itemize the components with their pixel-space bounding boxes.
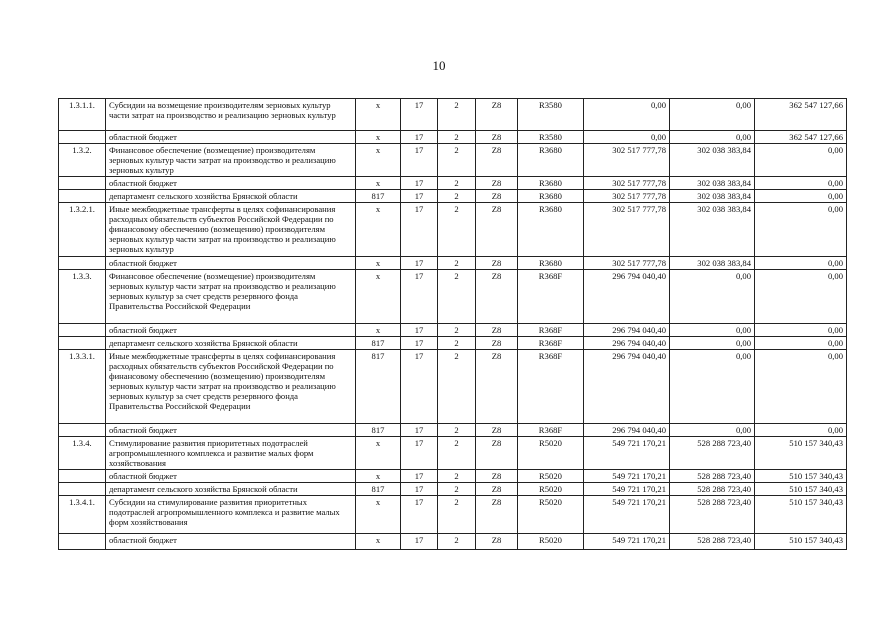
row-description: департамент сельского хозяйства Брянской области — [106, 190, 356, 203]
code-target: R5020 — [518, 470, 584, 483]
value-year-3: 0,00 — [755, 190, 847, 203]
row-number: 1.3.2. — [59, 144, 106, 177]
table-body — [59, 99, 847, 550]
code-program: Z8 — [476, 270, 518, 324]
value-year-3: 510 157 340,43 — [755, 470, 847, 483]
budget-table — [58, 98, 847, 550]
code-admin: х — [356, 203, 401, 257]
code-section: 17 — [401, 350, 438, 424]
row-number — [59, 131, 106, 144]
table-row — [59, 350, 847, 424]
row-number — [59, 337, 106, 350]
value-year-3: 0,00 — [755, 177, 847, 190]
table-row — [59, 144, 847, 177]
row-number — [59, 483, 106, 496]
code-section: 17 — [401, 324, 438, 337]
code-subsection: 2 — [438, 177, 476, 190]
table-row — [59, 270, 847, 324]
row-description: областной бюджет — [106, 131, 356, 144]
code-section: 17 — [401, 437, 438, 470]
row-number — [59, 424, 106, 437]
value-year-1: 296 794 040,40 — [584, 337, 670, 350]
code-subsection: 2 — [438, 437, 476, 470]
value-year-2: 528 288 723,40 — [670, 483, 755, 496]
row-number — [59, 177, 106, 190]
code-section: 17 — [401, 270, 438, 324]
value-year-2: 528 288 723,40 — [670, 470, 755, 483]
code-subsection: 2 — [438, 534, 476, 550]
code-target: R368F — [518, 350, 584, 424]
code-section: 17 — [401, 470, 438, 483]
code-admin: х — [356, 534, 401, 550]
code-admin: 817 — [356, 424, 401, 437]
value-year-2: 302 038 383,84 — [670, 257, 755, 270]
code-subsection: 2 — [438, 424, 476, 437]
code-subsection: 2 — [438, 131, 476, 144]
value-year-2: 302 038 383,84 — [670, 144, 755, 177]
code-section: 17 — [401, 337, 438, 350]
code-admin: 817 — [356, 483, 401, 496]
value-year-3: 0,00 — [755, 257, 847, 270]
value-year-3: 510 157 340,43 — [755, 534, 847, 550]
code-program: Z8 — [476, 144, 518, 177]
value-year-3: 362 547 127,66 — [755, 99, 847, 131]
code-subsection: 2 — [438, 144, 476, 177]
value-year-1: 296 794 040,40 — [584, 350, 670, 424]
value-year-2: 302 038 383,84 — [670, 190, 755, 203]
value-year-1: 549 721 170,21 — [584, 470, 670, 483]
row-description: областной бюджет — [106, 424, 356, 437]
row-description: Субсидии на стимулирование развития приоритетных подотраслей агропромышленного комплекса и развитие малых форм хозяйствования — [106, 496, 356, 534]
value-year-1: 296 794 040,40 — [584, 324, 670, 337]
table-row — [59, 190, 847, 203]
code-program: Z8 — [476, 470, 518, 483]
code-admin: х — [356, 131, 401, 144]
value-year-2: 0,00 — [670, 337, 755, 350]
row-description: Иные межбюджетные трансферты в целях софинансирования расходных обязательств субъектов Российской Федерации по финансовому обеспечению (возмещению) производителям зерновых культур части затрат на производство и реализацию зерновых культур за счет средств резервного фонда Правительства Российской Федерации — [106, 350, 356, 424]
value-year-2: 0,00 — [670, 424, 755, 437]
table-row — [59, 324, 847, 337]
code-target: R368F — [518, 270, 584, 324]
code-target: R5020 — [518, 534, 584, 550]
code-subsection: 2 — [438, 483, 476, 496]
code-target: R5020 — [518, 437, 584, 470]
code-section: 17 — [401, 177, 438, 190]
code-program: Z8 — [476, 99, 518, 131]
row-description: областной бюджет — [106, 470, 356, 483]
code-subsection: 2 — [438, 270, 476, 324]
value-year-1: 549 721 170,21 — [584, 483, 670, 496]
row-number — [59, 190, 106, 203]
value-year-2: 528 288 723,40 — [670, 437, 755, 470]
value-year-3: 0,00 — [755, 337, 847, 350]
code-admin: 817 — [356, 337, 401, 350]
code-admin: 817 — [356, 350, 401, 424]
value-year-1: 296 794 040,40 — [584, 424, 670, 437]
value-year-2: 0,00 — [670, 99, 755, 131]
value-year-2: 0,00 — [670, 270, 755, 324]
value-year-1: 302 517 777,78 — [584, 257, 670, 270]
code-program: Z8 — [476, 350, 518, 424]
value-year-1: 549 721 170,21 — [584, 534, 670, 550]
table-row — [59, 99, 847, 131]
value-year-3: 0,00 — [755, 270, 847, 324]
row-number: 1.3.4. — [59, 437, 106, 470]
row-description: областной бюджет — [106, 324, 356, 337]
code-admin: х — [356, 470, 401, 483]
value-year-2: 302 038 383,84 — [670, 203, 755, 257]
code-program: Z8 — [476, 324, 518, 337]
value-year-2: 0,00 — [670, 131, 755, 144]
code-section: 17 — [401, 534, 438, 550]
table-row — [59, 470, 847, 483]
row-number: 1.3.1.1. — [59, 99, 106, 131]
code-section: 17 — [401, 483, 438, 496]
code-section: 17 — [401, 424, 438, 437]
code-program: Z8 — [476, 177, 518, 190]
code-target: R3680 — [518, 257, 584, 270]
row-number: 1.3.3.1. — [59, 350, 106, 424]
code-section: 17 — [401, 190, 438, 203]
page-number: 10 — [432, 58, 446, 73]
value-year-1: 302 517 777,78 — [584, 203, 670, 257]
code-section: 17 — [401, 257, 438, 270]
code-target: R3580 — [518, 131, 584, 144]
value-year-1: 302 517 777,78 — [584, 190, 670, 203]
code-program: Z8 — [476, 131, 518, 144]
code-admin: х — [356, 99, 401, 131]
value-year-3: 0,00 — [755, 144, 847, 177]
row-description: областной бюджет — [106, 257, 356, 270]
code-admin: х — [356, 496, 401, 534]
code-target: R5020 — [518, 496, 584, 534]
row-number: 1.3.4.1. — [59, 496, 106, 534]
row-number — [59, 470, 106, 483]
value-year-1: 0,00 — [584, 99, 670, 131]
table-row — [59, 257, 847, 270]
value-year-3: 0,00 — [755, 203, 847, 257]
row-number: 1.3.3. — [59, 270, 106, 324]
table-row — [59, 437, 847, 470]
code-admin: х — [356, 324, 401, 337]
value-year-3: 0,00 — [755, 424, 847, 437]
code-section: 17 — [401, 99, 438, 131]
code-target: R5020 — [518, 483, 584, 496]
code-subsection: 2 — [438, 337, 476, 350]
code-program: Z8 — [476, 424, 518, 437]
row-number — [59, 257, 106, 270]
code-section: 17 — [401, 203, 438, 257]
row-description: Финансовое обеспечение (возмещение) производителям зерновых культур части затрат на производство и реализацию зерновых культур за счет средств резервного фонда Правительства Российской Федерации — [106, 270, 356, 324]
code-subsection: 2 — [438, 99, 476, 131]
table-row — [59, 203, 847, 257]
code-target: R368F — [518, 424, 584, 437]
code-target: R3680 — [518, 190, 584, 203]
code-subsection: 2 — [438, 190, 476, 203]
code-subsection: 2 — [438, 324, 476, 337]
code-section: 17 — [401, 131, 438, 144]
value-year-2: 0,00 — [670, 324, 755, 337]
value-year-1: 549 721 170,21 — [584, 496, 670, 534]
table-row — [59, 534, 847, 550]
code-target: R368F — [518, 337, 584, 350]
code-program: Z8 — [476, 496, 518, 534]
value-year-3: 510 157 340,43 — [755, 483, 847, 496]
row-number: 1.3.2.1. — [59, 203, 106, 257]
code-target: R368F — [518, 324, 584, 337]
value-year-1: 302 517 777,78 — [584, 144, 670, 177]
code-admin: х — [356, 257, 401, 270]
code-admin: х — [356, 177, 401, 190]
code-program: Z8 — [476, 483, 518, 496]
code-subsection: 2 — [438, 496, 476, 534]
code-subsection: 2 — [438, 203, 476, 257]
value-year-2: 0,00 — [670, 350, 755, 424]
code-admin: х — [356, 270, 401, 324]
code-program: Z8 — [476, 257, 518, 270]
value-year-1: 302 517 777,78 — [584, 177, 670, 190]
value-year-3: 510 157 340,43 — [755, 496, 847, 534]
code-subsection: 2 — [438, 470, 476, 483]
row-description: департамент сельского хозяйства Брянской области — [106, 483, 356, 496]
table-row — [59, 337, 847, 350]
table-row — [59, 496, 847, 534]
code-subsection: 2 — [438, 257, 476, 270]
table-row — [59, 424, 847, 437]
row-description: Финансовое обеспечение (возмещение) производителям зерновых культур части затрат на производство и реализацию зерновых культур — [106, 144, 356, 177]
value-year-3: 362 547 127,66 — [755, 131, 847, 144]
code-target: R3680 — [518, 177, 584, 190]
code-admin: 817 — [356, 190, 401, 203]
code-program: Z8 — [476, 203, 518, 257]
value-year-3: 0,00 — [755, 324, 847, 337]
code-program: Z8 — [476, 437, 518, 470]
value-year-2: 302 038 383,84 — [670, 177, 755, 190]
row-description: областной бюджет — [106, 534, 356, 550]
table-row — [59, 177, 847, 190]
code-subsection: 2 — [438, 350, 476, 424]
row-description: департамент сельского хозяйства Брянской области — [106, 337, 356, 350]
code-target: R3680 — [518, 203, 584, 257]
row-number — [59, 534, 106, 550]
value-year-1: 296 794 040,40 — [584, 270, 670, 324]
row-number — [59, 324, 106, 337]
code-program: Z8 — [476, 190, 518, 203]
code-section: 17 — [401, 496, 438, 534]
code-program: Z8 — [476, 534, 518, 550]
row-description: областной бюджет — [106, 177, 356, 190]
table-row — [59, 131, 847, 144]
row-description: Иные межбюджетные трансферты в целях софинансирования расходных обязательств субъектов Российской Федерации по финансовому обеспечению (возмещению) производителям зерновых культур части затрат на производство и реализацию зерновых культур — [106, 203, 356, 257]
code-admin: х — [356, 144, 401, 177]
table-row — [59, 483, 847, 496]
value-year-1: 549 721 170,21 — [584, 437, 670, 470]
value-year-2: 528 288 723,40 — [670, 496, 755, 534]
code-admin: х — [356, 437, 401, 470]
value-year-2: 528 288 723,40 — [670, 534, 755, 550]
code-target: R3680 — [518, 144, 584, 177]
row-description: Стимулирование развития приоритетных подотраслей агропромышленного комплекса и развитие малых форм хозяйствования — [106, 437, 356, 470]
value-year-3: 0,00 — [755, 350, 847, 424]
row-description: Субсидии на возмещение производителям зерновых культур части затрат на производство и реализацию зерновых культур — [106, 99, 356, 131]
code-target: R3580 — [518, 99, 584, 131]
code-section: 17 — [401, 144, 438, 177]
code-program: Z8 — [476, 337, 518, 350]
value-year-1: 0,00 — [584, 131, 670, 144]
value-year-3: 510 157 340,43 — [755, 437, 847, 470]
